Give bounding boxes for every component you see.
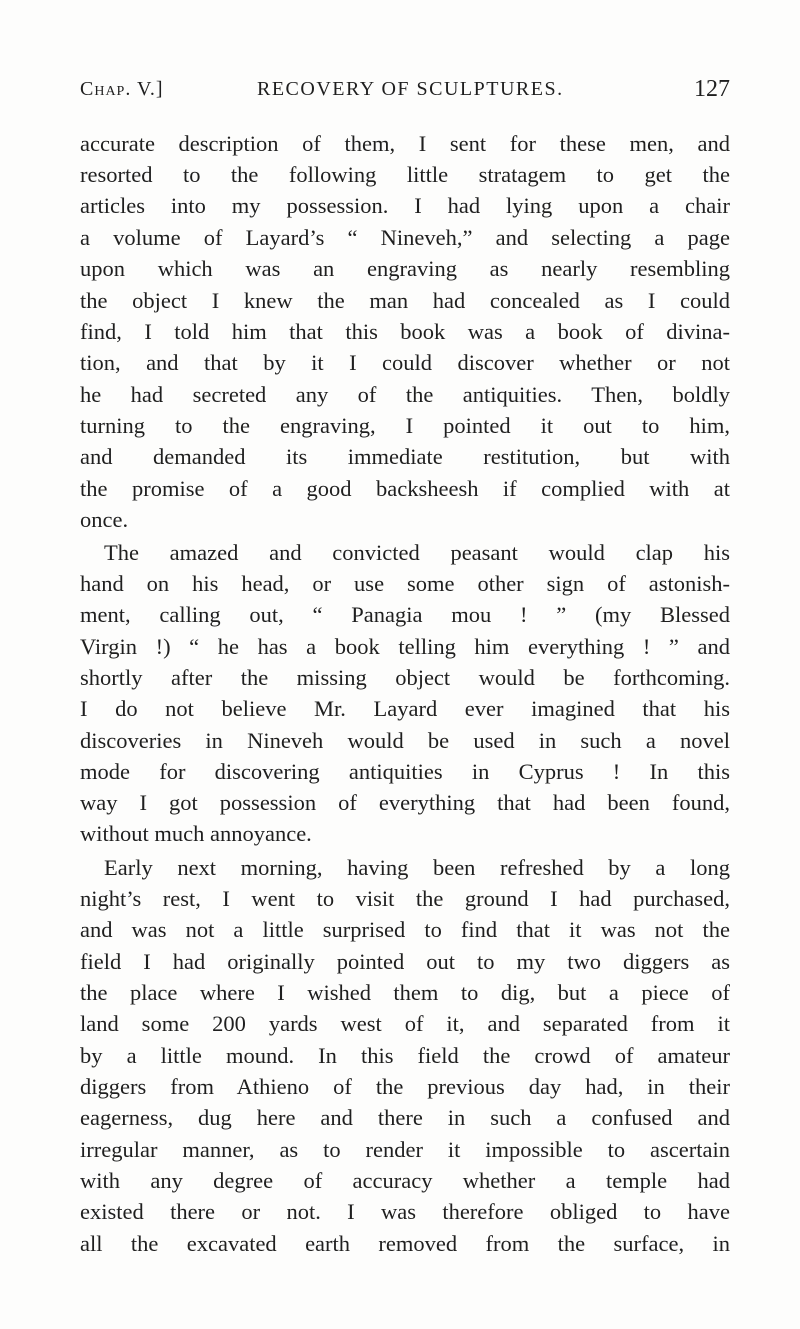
text-line: the object I knew the man had concealed as I could [80, 288, 730, 313]
text-line: once. [80, 507, 129, 532]
page-header-title: RECOVERY OF SCULPTURES. [257, 78, 564, 100]
text-line: shortly after the missing object would be forthcoming. [80, 665, 730, 690]
text-line: eagerness, dug here and there in such a confused and [80, 1105, 730, 1130]
text-line: accurate description of them, I sent for these men, and [80, 131, 730, 156]
text-line: discoveries in Nineveh would be used in such a novel [80, 728, 730, 753]
text-line: diggers from Athieno of the previous day had, in their [80, 1074, 730, 1099]
text-line: by a little mound. In this field the crowd of amateur [80, 1043, 730, 1068]
text-line: night’s rest, I went to visit the ground I had purchased, [80, 886, 730, 911]
text-line: resorted to the following little stratagem to get the [80, 162, 730, 187]
text-line: upon which was an engraving as nearly resembling [80, 256, 730, 281]
text-line: he had secreted any of the antiquities. Then, boldly [80, 382, 730, 407]
text-line: and was not a little surprised to find that it was not the [80, 917, 730, 942]
text-line: mode for discovering antiquities in Cyprus ! In this [80, 759, 730, 784]
text-line: find, I told him that this book was a book of divina- [80, 319, 730, 344]
running-head [80, 78, 730, 108]
text-line: without much annoyance. [80, 821, 312, 846]
text-line: tion, and that by it I could discover whether or not [80, 350, 730, 375]
text-line: the place where I wished them to dig, but a piece of [80, 980, 730, 1005]
text-line: field I had originally pointed out to my two diggers as [80, 949, 730, 974]
text-line: Virgin !) “ he has a book telling him everything ! ” and [80, 634, 730, 659]
text-line: with any degree of accuracy whether a temple had [80, 1168, 730, 1193]
page-number: 127 [694, 76, 730, 102]
text-line: land some 200 yards west of it, and separated from it [80, 1011, 730, 1036]
text-line: irregular manner, as to render it impossible to ascertain [80, 1137, 730, 1162]
text-line: a volume of Layard’s “ Nineveh,” and selecting a page [80, 225, 730, 250]
text-line: and demanded its immediate restitution, but with [80, 444, 730, 469]
text-line: hand on his head, or use some other sign of astonish- [80, 571, 730, 596]
text-line: ment, calling out, “ Panagia mou ! ” (my Blessed [80, 602, 730, 627]
text-line: articles into my possession. I had lying upon a chair [80, 193, 730, 218]
text-line: turning to the engraving, I pointed it out to him, [80, 413, 730, 438]
text-line: Early next morning, having been refreshed by a long [104, 855, 730, 880]
text-line: the promise of a good backsheesh if complied with at [80, 476, 730, 501]
text-line: all the excavated earth removed from the surface, in [80, 1231, 730, 1256]
text-line: I do not believe Mr. Layard ever imagined that his [80, 696, 730, 721]
chapter-label: Chap. V.] [80, 78, 164, 100]
text-line: The amazed and convicted peasant would clap his [104, 540, 730, 565]
text-line: existed there or not. I was therefore obliged to have [80, 1199, 730, 1224]
text-line: way I got possession of everything that had been found, [80, 790, 730, 815]
